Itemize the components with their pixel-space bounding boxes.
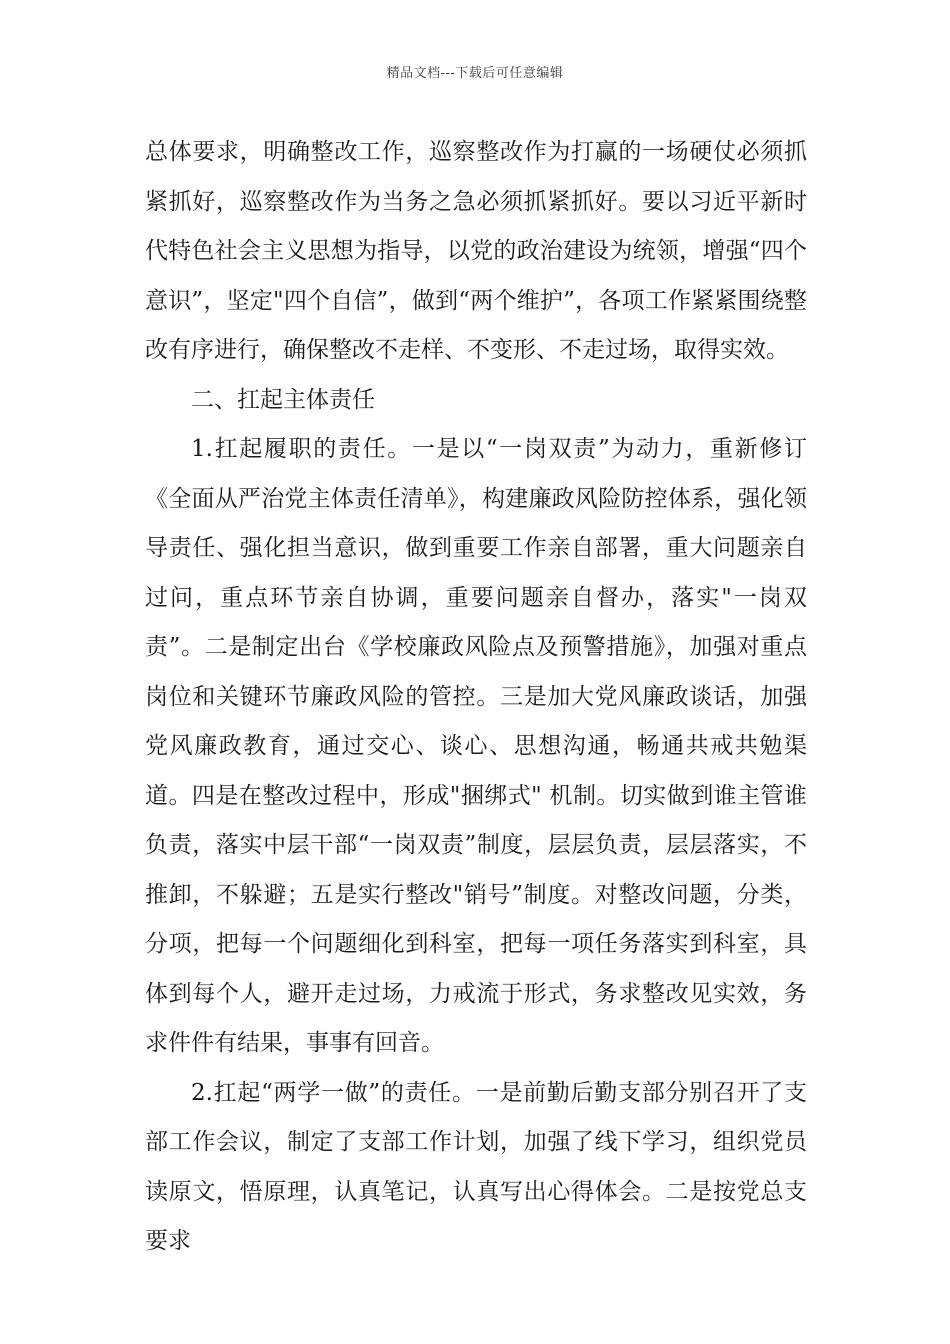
body-paragraph-1: 总体要求，明确整改工作，巡察整改作为打赢的一场硬仗必须抓紧抓好，巡察整改作为当务之急必须抓紧抓好。要以习近平新时代特色社会主义思想为指导，以党的政治建设为统领，增强“四个意识”，坚定"四个自信”，做到“两个维护”，各项工作紧紧围绕整改有序进行，确保整改不走样、不变形、不走过场，取得实效。 — [145, 139, 807, 363]
section-heading: 二、扛起主体责任 — [191, 386, 375, 413]
document-body — [145, 128, 807, 1267]
page-header: 精品文档---下载后可任意编辑 — [386, 66, 564, 81]
body-paragraph-3: 2.扛起“两学一做”的责任。一是前勤后勤支部分别召开了支部工作会议，制定了支部工作计划，加强了线下学习，组织党员读原文，悟原理，认真笔记，认真写出心得体会。二是按党总支要求 — [145, 1079, 807, 1254]
body-paragraph-2: 1.扛起履职的责任。一是以“一岗双责”为动力，重新修订《全面从严治党主体责任清单》，构建廉政风险防控体系，强化领导责任、强化担当意识，做到重要工作亲自部署，重大问题亲自过问，重点环节亲自协调，重要问题亲自督办，落实"一岗双责”。二是制定出台《学校廉政风险点及预警措施》，加强对重点岗位和关键环节廉政风险的管控。三是加大党风廉政谈话，加强党风廉政教育，通过交心、谈心、思想沟通，畅通共戒共勉渠道。四是在整改过程中，形成"捆绑式" 机制。切实做到谁主管谁负责，落实中层干部“一岗双责”制度，层层负责，层层落实，不推卸，不躲避；五是实行整改"销号”制度。对整改问题，分类，分项，把每一个问题细化到科室，把每一项任务落实到科室，具体到每个人，避开走过场，力戒流于形式，务求整改见实效，务求件件有结果，事事有回音。 — [145, 436, 807, 1056]
